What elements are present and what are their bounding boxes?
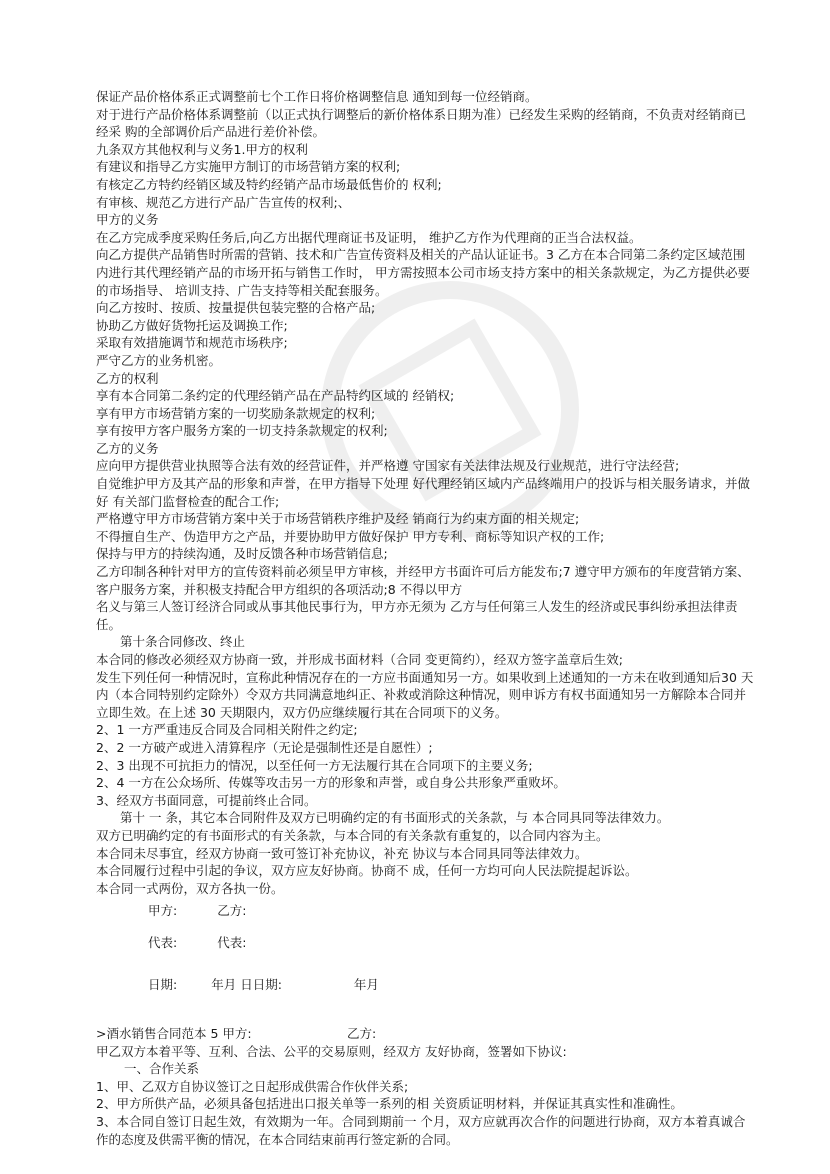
rep-a-label: 代表: — [148, 935, 178, 950]
list-item: 1、甲、乙双方自协议签订之日起形成供需合作伙伴关系; — [96, 1078, 409, 1094]
paragraph: 甲乙双方本着平等、互利、合法、公平的交易原则，经双方 友好协商，签署如下协议: — [96, 1043, 567, 1059]
paragraph: 协助乙方做好货物托运及调换工作; — [96, 317, 288, 333]
paragraph: 本合同的修改必须经双方协商一致，并形成书面材料（合同 变更简约），经双方签字盖章后生效; — [96, 652, 623, 667]
contract-heading: >酒水销售合同范本 5 甲方: 乙方: — [96, 1026, 377, 1041]
paragraph: 保持与甲方的持续沟通，及时反馈各种市场营销信息; — [96, 546, 388, 562]
section-heading: 九条双方其他权利与义务1.甲方的权利 — [96, 141, 308, 157]
paragraph: 自觉维护甲方及其产品的形象和声誉，在甲方指导下处理 好代理经销区域内产品终端用户的投诉与相关服务请求，并做好 有关部门监督检查的配合工作; — [96, 476, 750, 509]
section-11-title: 第十 一 条，其它本合同附件及双方已明确约定的有书面形式的关条款，与 本合同具同等法律效力。 — [120, 810, 670, 826]
paragraph: 不得擅自生产、伪造甲方之产品，并要协助甲方做好保护 甲方专利、商标等知识产权的工作; — [96, 528, 605, 544]
list-item: 2、2 一方破产或进入清算程序（无论是强制性还是自愿性）; — [96, 739, 433, 755]
list-item: 2、甲方所供产品，必须具备包括进出口报关单等一系列的相 关资质证明材料，并保证其真实性和准确性。 — [96, 1096, 683, 1112]
paragraph: 应向甲方提供营业执照等合法有效的经营证件，并严格遵 守国家有关法律法规及行业规范，进行守法经营; — [96, 458, 680, 474]
party-a-label: 甲方: — [148, 903, 178, 918]
date-mid: 年月 日日期: — [211, 977, 282, 992]
rep-b-label: 代表: — [217, 935, 247, 950]
paragraph: 乙方印制各种针对甲方的宣传资料前必须呈甲方审核，并经甲方书面许可后方能发布;7 遵守甲方颁布的年度营销方案、客户服务方案，并积极支持配合甲方组织的各项活动;8 不得以甲方 — [96, 564, 750, 597]
paragraph: 享有本合同第二条约定的代理经销产品在产品特约区域的 经销权; — [96, 388, 455, 404]
subheading: 一、合作关系 — [124, 1061, 200, 1077]
list-item: 3、经双方书面同意，可提前终止合同。 — [96, 792, 317, 808]
paragraph: 对于进行产品价格体系调整前（以正式执行调整后的新价格体系日期为准）已经发生采购的经销商，不负责对经销商已经采 购的全部调价后产品进行差价补偿。 — [96, 106, 747, 140]
paragraph: 享有甲方市场营销方案的一切奖励条款规定的权利; — [96, 405, 376, 421]
paragraph: 名义与第三人签订经济合同或从事其他民事行为，甲方亦无须为 乙方与任何第三人发生的经济或民事纠纷承担法律责任。 — [96, 599, 738, 632]
paragraph: 本合同履行过程中引起的争议，双方应友好协商。协商不 成，任何一方均可向人民法院提起诉讼。 — [96, 863, 638, 879]
paragraph: 发生下列任何一种情况时，宣称此种情况存在的一方应书面通知另一方。如果收到上述通知的一方未在收到通知后30 天内（本合同特别约定除外）令双方共同满意地纠正、补救或消除这种情况，则申诉方有权书面通知另一方解除本合同并立即生效。在上述 30 天期限内，双方仍应继续履行其在合同项下的义务。 — [96, 669, 754, 720]
subheading: 乙方的权利 — [96, 370, 159, 386]
second-contract — [96, 1025, 756, 1148]
paragraph: 向乙方按时、按质、按量提供包装完整的合格产品; — [96, 300, 376, 316]
paragraph: 有审核、规范乙方进行产品广告宣传的权利;、 — [96, 194, 351, 210]
paragraph: 有核定乙方特约经销区域及特约经销产品市场最低售价的 权利; — [96, 176, 442, 192]
paragraph: 有建议和指导乙方实施甲方制订的市场营销方案的权利; — [96, 159, 401, 175]
paragraph: 保证产品价格体系正式调整前七个工作日将价格调整信息 通知到每一位经销商。 — [96, 89, 538, 104]
paragraph: 本合同未尽事宜，经双方协商一致可签订补充协议，补充 协议与本合同具同等法律效力。 — [96, 845, 588, 861]
signature-representatives — [148, 934, 246, 952]
paragraph: 向乙方提供产品销售时所需的营销、技术和广告宣传资料及相关的产品认证证书。3 乙方在本合同第二条约定区域范围内进行其代理经销产品的市场开拓与销售工作时， 甲方需按照本公司市场支持方案中的相关条款规定，为乙方提供必要的市场指导、 培训支持、广告支持等相关配套服务。 — [96, 247, 750, 298]
document-body — [96, 88, 756, 897]
list-item: 3、本合同自签订日起生效，有效期为一年。合同到期前一 个月，双方应就再次合作的问题进行协商，双方本着真诚合作的态度及供需平衡的情况，在本合同结束前再行签定新的合同。 — [96, 1113, 746, 1147]
paragraph: 在乙方完成季度采购任务后,向乙方出据代理商证书及证明， 维护乙方作为代理商的正当合法权益。 — [96, 229, 642, 245]
section-10-title: 第十条合同修改、终止 — [120, 634, 246, 650]
paragraph: 严格遵守甲方市场营销方案中关于市场营销秩序维护及经 销商行为约束方面的相关规定; — [96, 511, 580, 527]
signature-parties — [148, 902, 246, 920]
paragraph: 采取有效措施调节和规范市场秩序; — [96, 335, 288, 351]
list-item: 2、3 出现不可抗拒力的情况，以至任何一方无法履行其在合同项下的主要义务; — [96, 757, 533, 773]
list-item: 2、1 一方严重违反合同及合同相关附件之约定; — [96, 722, 358, 738]
list-item: 2、4 一方在公众场所、传媒等攻击另一方的形象和声誉，或自身公共形象严重败坏。 — [96, 775, 566, 791]
paragraph: 本合同一式两份，双方各执一份。 — [96, 880, 284, 896]
date-label: 日期: — [148, 977, 178, 992]
paragraph: 双方已明确约定的有书面形式的有关条款，与本合同的有关条款有重复的，以合同内容为主。 — [96, 827, 609, 843]
subheading: 乙方的义务 — [96, 440, 159, 456]
date-end: 年月 — [353, 977, 379, 992]
party-b-label: 乙方: — [217, 903, 247, 918]
signature-dates — [148, 976, 379, 994]
subheading: 甲方的义务 — [96, 212, 159, 228]
paragraph: 严守乙方的业务机密。 — [96, 352, 222, 368]
paragraph: 享有按甲方客户服务方案的一切支持条款规定的权利; — [96, 423, 388, 439]
